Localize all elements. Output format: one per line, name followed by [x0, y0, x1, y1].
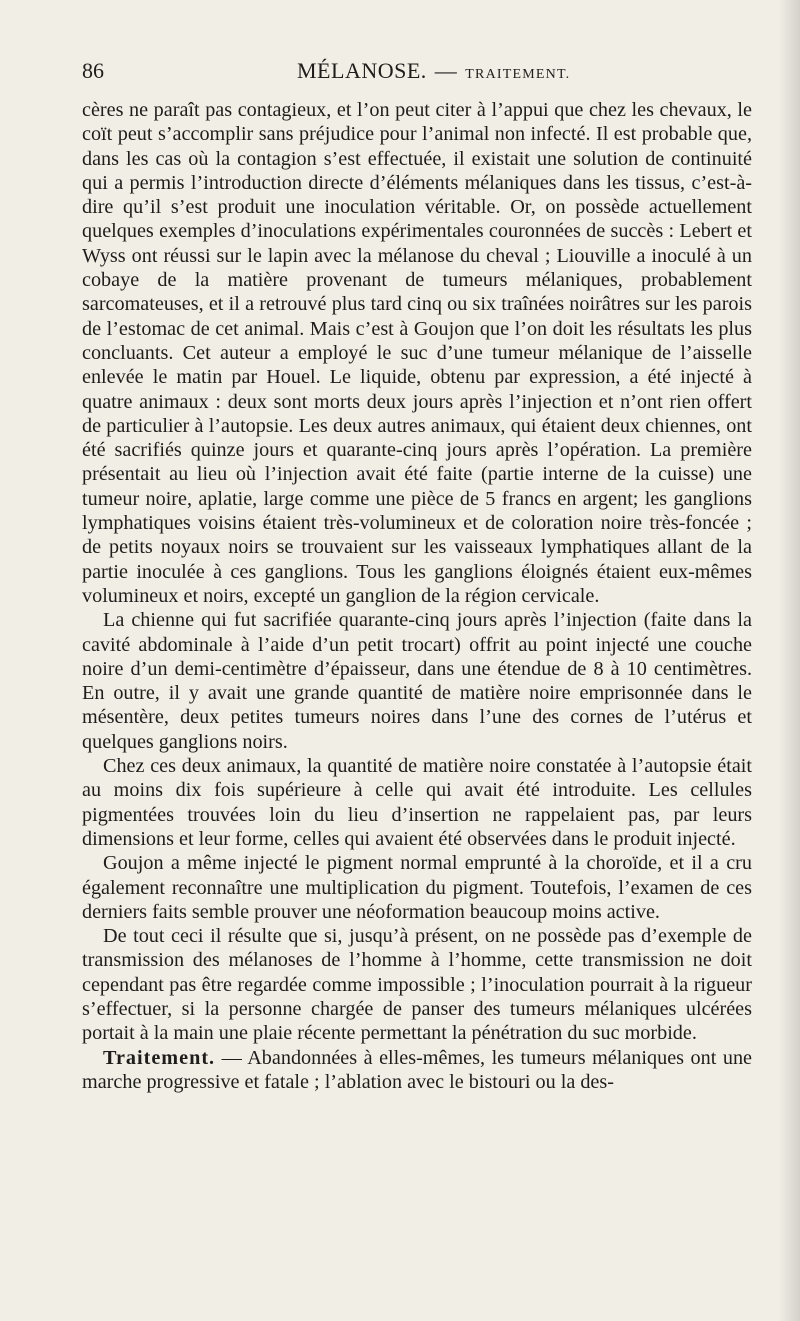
header-separator: —: [434, 58, 458, 83]
section-heading-traitement: Traitement.: [103, 1046, 216, 1069]
paragraph-1: cères ne paraît pas contagieux, et l’on peut citer à l’appui que chez les chevaux, le coït peut s’accomplir sans préjudice pour l’animal non infecté. Il est probable que, dans les cas où la contagion s’est effectuée, il existait une solution de continuité qui a permis l’introduction directe d’éléments mélaniques dans les tissus, c’est-à-dire qu’il s’est produit une inoculation véritable. Or, on possède actuellement quelques exemples d’inoculations expérimentales couronnées de succès : Lebert et Wyss ont réussi sur le lapin avec la mélanose du cheval ; Liouville a inoculé à un cobaye de la matière provenant de tumeurs mélaniques, probablement sarcomateuses, et il a retrouvé plus tard cinq ou six traînées noirâtres sur les parois de l’estomac de cet animal. Mais c’est à Goujon que l’on doit les résultats les plus concluants. Cet auteur a employé le suc d’une tumeur mélanique de l’aisselle enlevée le matin par Houel. Le liquide, obtenu par expression, a été injecté à quatre animaux : deux sont morts deux jours après l’injection et n’ont rien offert de particulier à l’autopsie. Les deux autres animaux, qui étaient deux chiennes, ont été sacrifiés quinze jours et quarante-cinq jours après l’opération. La première présentait au lieu où l’injection avait été faite (partie interne de la cuisse) une tumeur noire, aplatie, large comme une pièce de 5 francs en argent; les ganglions lymphatiques voisins étaient très-volumineux et de coloration noire très-foncée ; de petits noyaux noirs se trouvaient sur les vaisseaux lymphatiques allant de la partie inoculée à ces ganglions. Tous les ganglions éloignés étaient eux-mêmes volumineux et noirs, excepté un ganglion de la région cervicale.: [82, 99, 752, 607]
paragraph-6-text: — Abandonnées à elles-mêmes, les tumeurs mélaniques ont une marche progressive et fatale ; l’ablation avec le bistouri ou la des-: [82, 1046, 752, 1093]
paragraph-3: Chez ces deux animaux, la quantité de matière noire constatée à l’autopsie était au moins dix fois supérieure à celle qui avait été introduite. Les cellules pigmentées trouvées loin du lieu d’insertion ne rappelaient pas, par leurs dimensions et leur forme, celles qui avaient été observées dans le produit injecté.: [82, 755, 752, 850]
page-body: [82, 98, 752, 1094]
paragraph-2: La chienne qui fut sacrifiée quarante-cinq jours après l’injection (faite dans la cavité abdominale à l’aide d’un petit trocart) offrit au point injecté une couche noire d’un demi-centimètre d’épaisseur, dans une étendue de 8 à 10 centimètres. En outre, il y avait une grande quantité de matière noire emprisonnée dans le mésentère, deux petites tumeurs noires dans l’une des cornes de l’utérus et quelques ganglions noirs.: [82, 609, 752, 753]
paragraph-5: De tout ceci il résulte que si, jusqu’à présent, on ne possède pas d’exemple de transmission des mélanoses de l’homme à l’homme, cette transmission ne doit cependant pas être regardée comme impossible ; l’inoculation pourrait à la rigueur s’effectuer, si la personne chargée de panser des tumeurs mélaniques ulcérées portait à la main une plaie récente permettant la pénétration du suc morbide.: [82, 925, 752, 1045]
paragraph-6: [82, 1046, 752, 1095]
page-number: 86: [82, 58, 104, 83]
page-edge-shadow: [778, 0, 800, 1321]
header-title: MÉLANOSE.: [297, 58, 427, 83]
header-section: TRAITEMENT.: [465, 67, 571, 82]
running-title: [297, 58, 570, 84]
running-header: [82, 58, 752, 92]
paragraph-4: Goujon a même injecté le pigment normal emprunté à la choroïde, et il a cru également reconnaître une multiplication du pigment. Toutefois, l’examen de ces derniers faits semble prouver une néoformation beaucoup moins active.: [82, 852, 752, 923]
